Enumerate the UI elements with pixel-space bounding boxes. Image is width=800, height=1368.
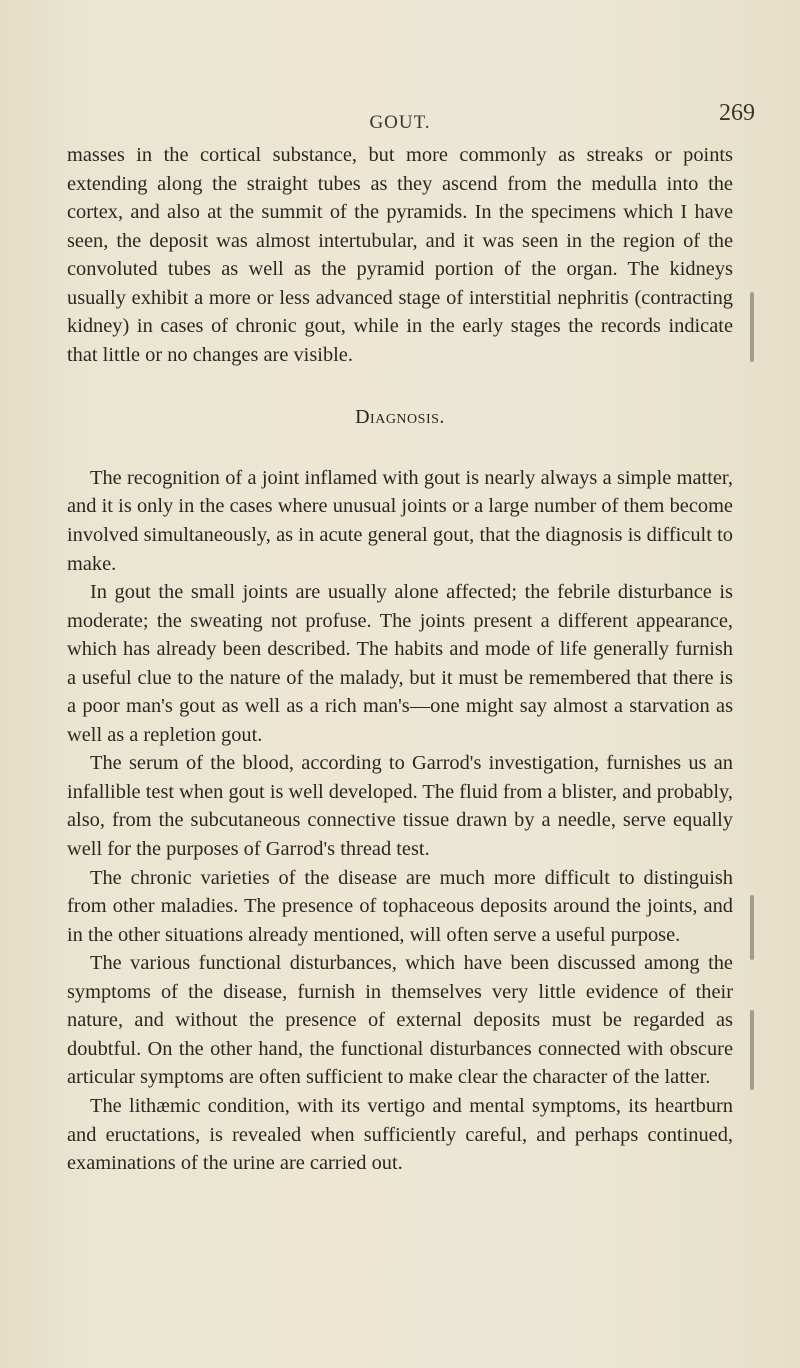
show-through-mark bbox=[750, 292, 754, 362]
paragraph-chronic-varieties: The chronic varieties of the disease are much more difficult to distinguish from other maladies. The presence of tophaceous deposits around the joints, and in the other situations already mentioned, will often serve a useful purpose. bbox=[67, 866, 733, 946]
paragraph-functional-disturbances: The various functional disturbances, which have been discussed among the symptoms of the disease, furnish in themselves very little evidence of their nature, and without the presence of external deposits must be regarded as doubtful. On the other hand, the functional disturbances connected with obscure articular symptoms are often sufficient to make clear the character of the latter. bbox=[67, 952, 733, 1089]
paragraph-small-joints: In gout the small joints are usually alone affected; the febrile disturbance is moderate; the sweating not profuse. The joints present a different appearance, which has already been described. The habits and mode of life generally furnish a useful clue to the nature of the malady, but it must be remembered that there is a poor man's gout as well as a rich man's—one might say almost a starvation as well as a repletion gout. bbox=[67, 581, 733, 746]
section-heading-diagnosis: Diagnosis. bbox=[355, 406, 445, 429]
show-through-mark bbox=[750, 895, 754, 960]
running-title: GOUT. bbox=[369, 112, 431, 133]
paragraph-recognition: The recognition of a joint inflamed with gout is nearly always a simple matter, and it is only in the cases where unusual joints or a large number of them become involved simultaneously, as in acute general gout, that the diagnosis is difficult to make. bbox=[67, 466, 733, 575]
paragraph-serum-test: The serum of the blood, according to Garrod's investigation, furnishes us an infallible test when gout is well developed. The fluid from a blister, and probably, also, from the subcutaneous connective tissue drawn by a needle, serve equally well for the purposes of Garrod's thread test. bbox=[67, 752, 733, 861]
show-through-mark bbox=[750, 1010, 754, 1090]
paragraph-continued: masses in the cortical substance, but more commonly as streaks or points extending along the straight tubes as they ascend from the medulla into the cortex, and also at the summit of the pyramids. In the specimens which I have seen, the deposit was almost intertubular, and it was seen in the region of the convoluted tubes as well as the pyramid portion of the organ. The kidneys usually exhibit a more or less advanced stage of interstitial nephritis (contracting kidney) in cases of chronic gout, while in the early stages the records indicate that little or no changes are visible. bbox=[67, 144, 733, 366]
page-number: 269 bbox=[719, 100, 755, 126]
paragraph-lithaemic-condition: The lithæmic condition, with its vertigo and mental symptoms, its heartburn and eructations, is revealed when sufficiently careful, and perhaps continued, examinations of the urine are carried out. bbox=[67, 1094, 733, 1175]
page-body bbox=[67, 141, 733, 1178]
